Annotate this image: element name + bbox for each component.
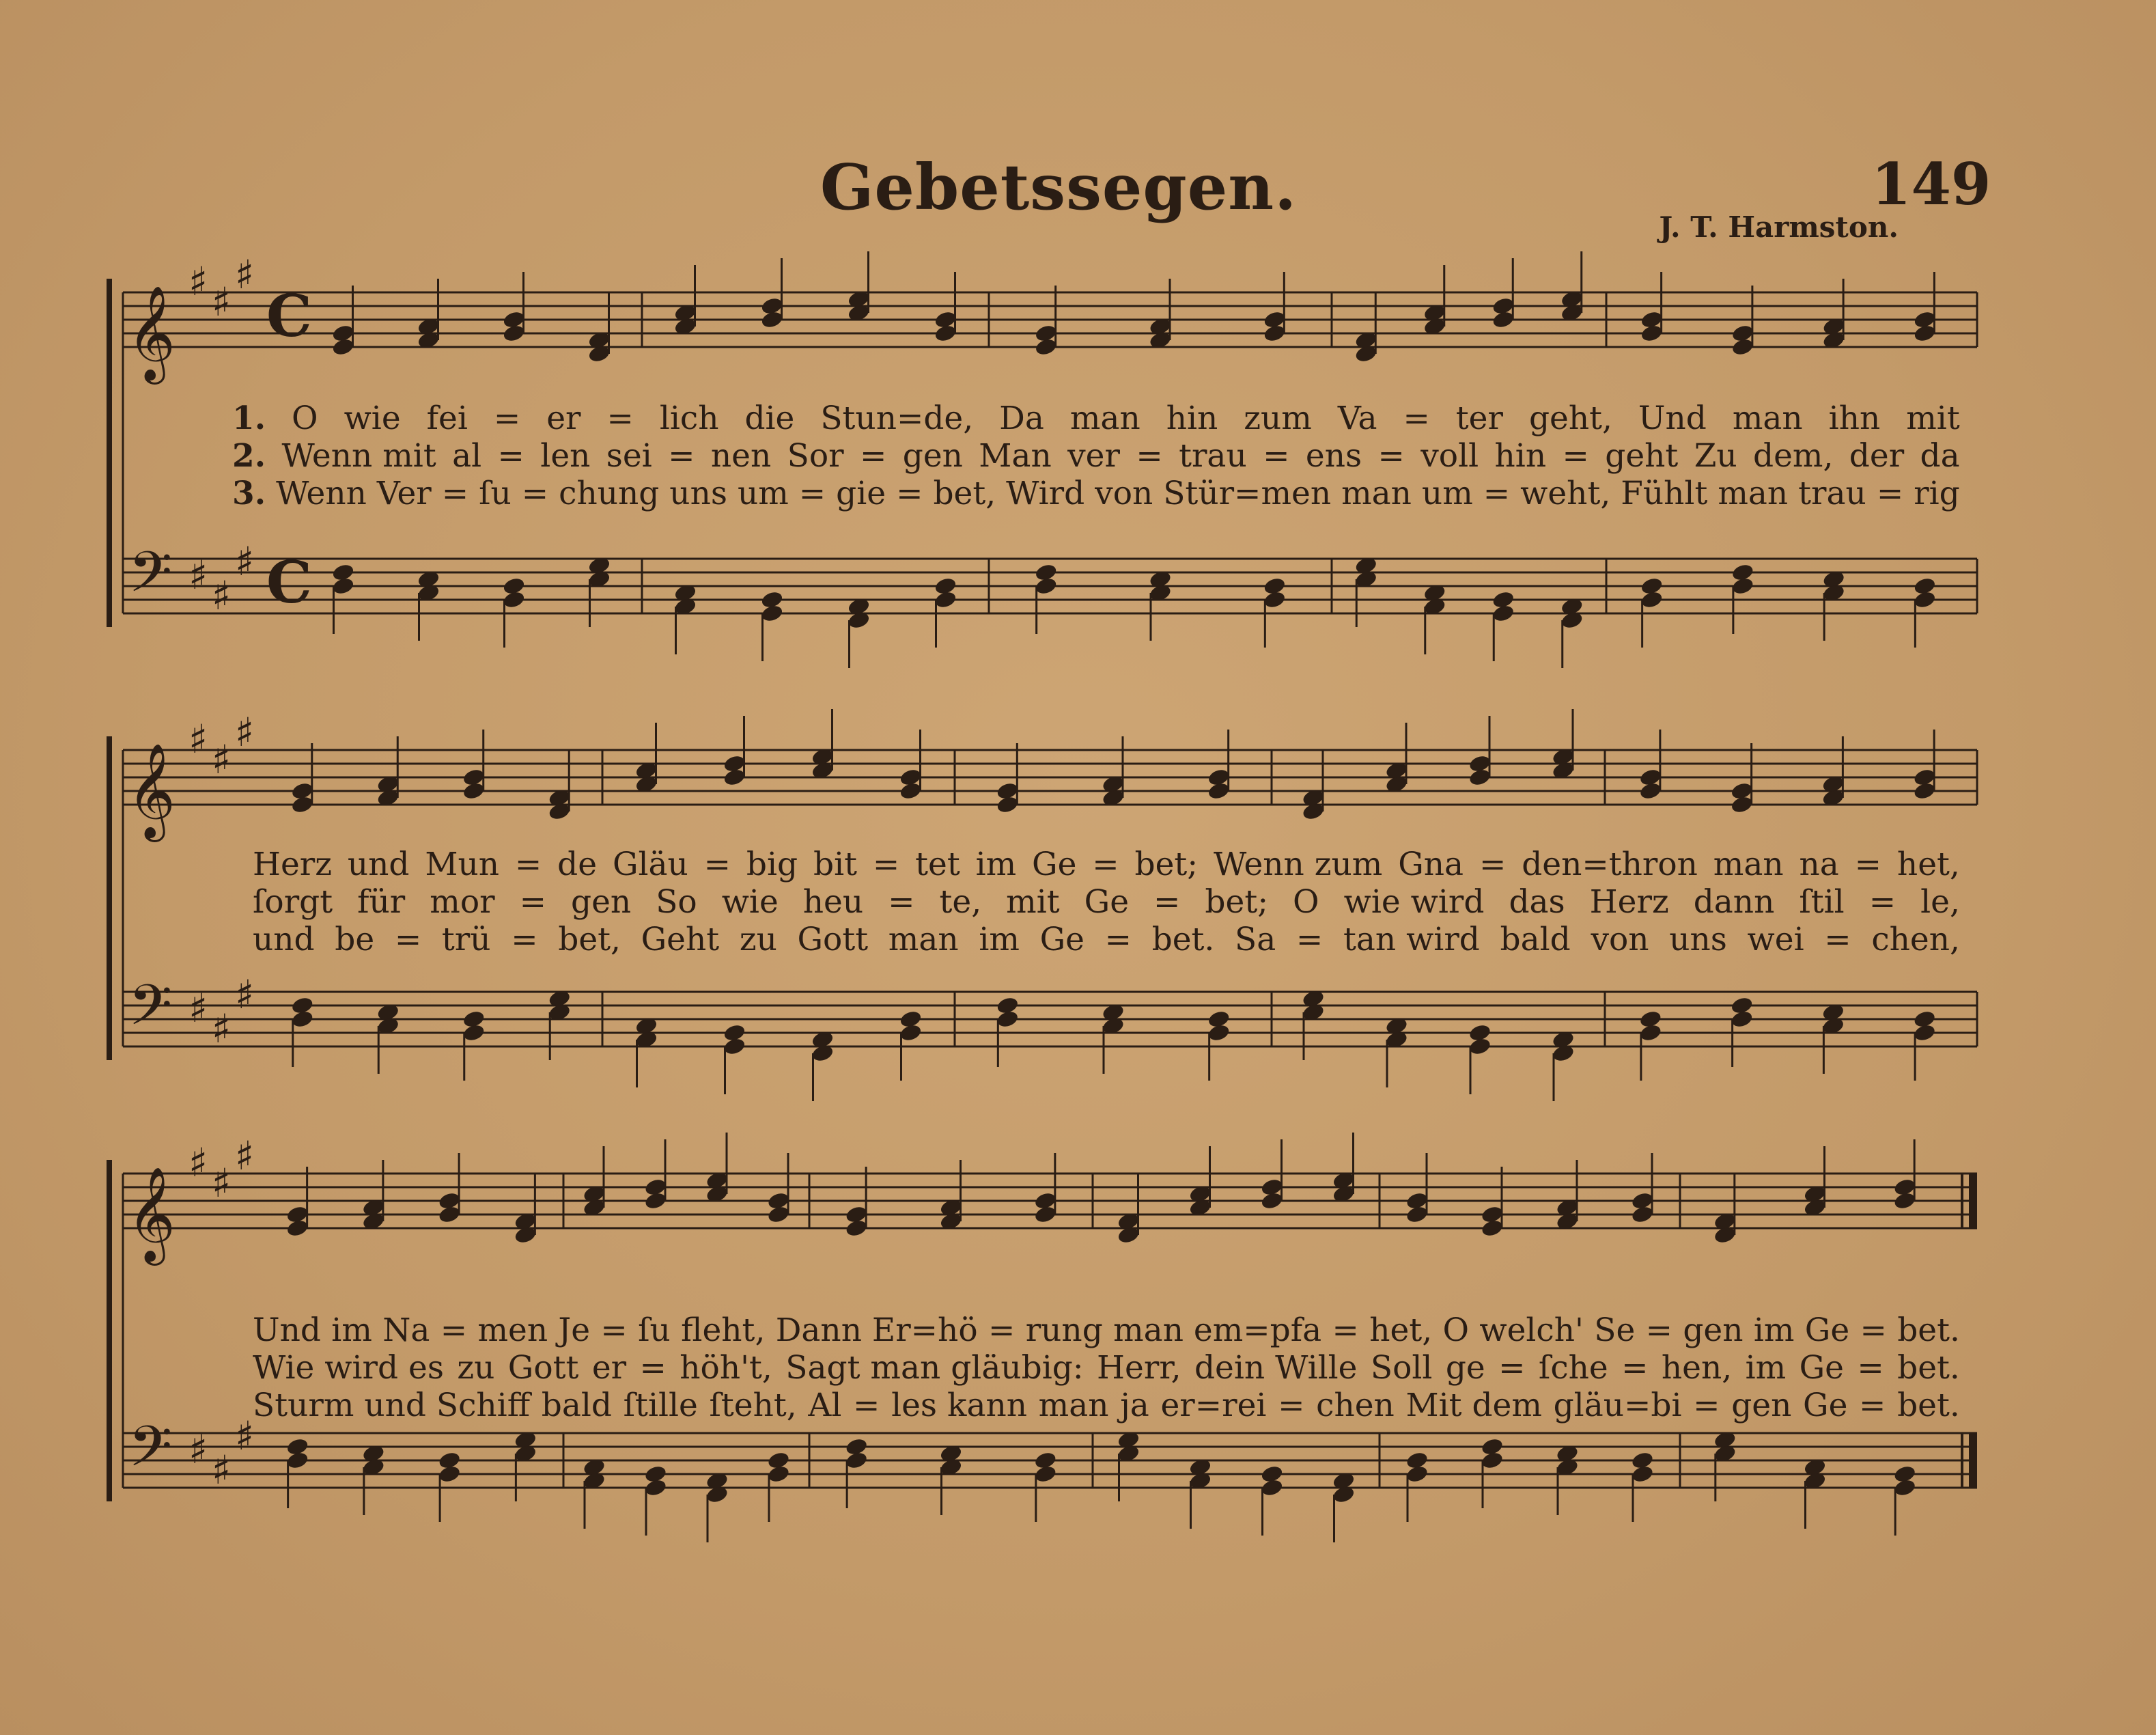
- lyric-syllable: Gott: [797, 921, 869, 958]
- note-head: [1033, 1191, 1057, 1210]
- lyric-syllable: fleht,: [681, 1311, 766, 1349]
- lyric-syllable: Sor: [787, 437, 844, 475]
- note-head: [643, 1177, 667, 1197]
- lyric-syllable: er: [546, 400, 581, 437]
- lyric-syllable: =: [1824, 921, 1851, 958]
- note-head: [1033, 1464, 1057, 1484]
- lyric-line: [232, 475, 1960, 513]
- lyric-syllable: ſorgt: [253, 883, 333, 921]
- lyric-syllable: =: [1860, 1311, 1887, 1349]
- sharp-icon: ♯: [235, 1413, 255, 1459]
- note-head: [1913, 1023, 1937, 1042]
- lyric-syllable: Ge: [1804, 1311, 1850, 1349]
- lyric-syllable: =: [798, 475, 826, 512]
- lyric-syllable: =: [859, 437, 887, 475]
- lyric-syllable: big: [746, 846, 798, 883]
- lyric-syllable: =: [394, 921, 422, 958]
- sharp-icon: ♯: [188, 985, 208, 1031]
- lyric-syllable: Gott: [507, 1349, 579, 1387]
- lyric-syllable: Man: [979, 437, 1052, 475]
- lyric-syllable: gen: [1731, 1387, 1792, 1424]
- lyric-syllable: =: [1621, 1349, 1649, 1387]
- note-head: [845, 1204, 869, 1224]
- lyric-syllable: der: [1849, 437, 1905, 475]
- lyric-syllable: Dann Er=hö: [775, 1311, 978, 1349]
- lyric-syllable: =: [1092, 846, 1119, 883]
- note-head: [1893, 1477, 1917, 1497]
- lyric-syllable: Al: [808, 1387, 842, 1424]
- composer-credit: J. T. Harmston.: [1659, 210, 1899, 244]
- lyric-syllable: =: [1483, 475, 1511, 512]
- lyric-syllable: =: [493, 400, 521, 437]
- lyric-syllable: Wenn Ver: [276, 475, 432, 512]
- lyric-syllable: Ge: [1803, 1387, 1848, 1424]
- lyric-syllable: man: [1718, 475, 1789, 512]
- lyric-syllable: =: [1498, 1349, 1526, 1387]
- lyric-syllable: Sagt man gläubig:: [785, 1349, 1084, 1387]
- lyric-syllable: chen,: [1871, 921, 1960, 958]
- lyric-syllable: =: [600, 1311, 628, 1349]
- lyric-syllable: ſtille: [623, 1387, 698, 1424]
- note-head: [438, 1191, 462, 1210]
- note-head: [1638, 767, 1662, 787]
- lyric-syllable: ſche: [1538, 1349, 1608, 1387]
- note-head: [1034, 576, 1058, 596]
- lyric-syllable: die: [744, 400, 795, 437]
- lyric-syllable: na: [1799, 846, 1839, 883]
- lyric-line: [232, 400, 1960, 438]
- lyric-syllable: =: [853, 1387, 880, 1424]
- lyric-syllable: Stun=de,: [820, 400, 974, 437]
- note-head: [1893, 1177, 1917, 1197]
- lyric-syllable: im: [975, 846, 1017, 883]
- lyric-syllable: nen: [710, 437, 772, 475]
- lyric-syllable: dein Wille: [1194, 1349, 1358, 1387]
- lyric-syllable: hen,: [1661, 1349, 1733, 1387]
- lyric-syllable: geht,: [1528, 400, 1612, 437]
- lyric-syllable: =: [1876, 475, 1904, 512]
- lyric-syllable: =: [519, 883, 547, 921]
- lyric-syllable: Je: [558, 1311, 591, 1349]
- lyric-syllable: chen: [1316, 1387, 1395, 1424]
- lyric-syllable: =: [1693, 1387, 1720, 1424]
- page-number: 149: [1871, 150, 1991, 218]
- lyric-syllable: Wenn mit: [281, 437, 436, 475]
- lyric-syllable: men: [477, 1311, 548, 1349]
- lyric-syllable: len: [540, 437, 591, 475]
- lyric-syllable: Da: [999, 400, 1044, 437]
- lyric-syllable: =: [872, 846, 900, 883]
- sharp-icon: ♯: [235, 1133, 255, 1179]
- sharp-icon: ♯: [235, 709, 255, 755]
- lyric-syllable: man: [1341, 475, 1412, 512]
- lyric-syllable: ihn: [1828, 400, 1881, 437]
- lyric-syllable: So: [656, 883, 697, 921]
- lyric-syllable: trau: [1798, 475, 1866, 512]
- sharp-icon: ♯: [188, 716, 208, 762]
- note-head: [1034, 323, 1058, 343]
- lyric-syllable: wie: [344, 400, 401, 437]
- lyric-syllable: ter: [1455, 400, 1503, 437]
- lyric-syllable: Und: [1638, 400, 1707, 437]
- lyric-line: [253, 921, 1960, 959]
- lyric-syllable: chung uns: [559, 475, 727, 512]
- lyric-syllable: de: [557, 846, 598, 883]
- lyric-syllable: =: [440, 1311, 468, 1349]
- lyric-syllable: mit: [1006, 883, 1060, 921]
- note-head: [996, 1009, 1020, 1029]
- bass-clef-icon: 𝄢: [128, 972, 173, 1052]
- lyric-line: [253, 1311, 1960, 1350]
- lyric-syllable: das: [1509, 883, 1565, 921]
- lyric-syllable: tan wird: [1343, 921, 1480, 958]
- lyric-syllable: bit: [813, 846, 858, 883]
- lyric-line: [253, 846, 1960, 884]
- lyric-syllable: ge: [1445, 1349, 1485, 1387]
- common-time-icon: C: [266, 282, 312, 350]
- lyric-syllable: =: [511, 921, 538, 958]
- lyric-syllable: mor: [430, 883, 495, 921]
- note-head: [1731, 576, 1754, 596]
- lyric-syllable: zu: [739, 921, 777, 958]
- lyric-syllable: Herz: [1589, 883, 1669, 921]
- note-head: [331, 576, 355, 596]
- lyric-syllable: O: [292, 400, 318, 437]
- lyric-syllable: ja: [1120, 1387, 1149, 1424]
- lyric-syllable: Wie wird es: [253, 1349, 444, 1387]
- note-head: [760, 296, 784, 316]
- lyric-syllable: man: [888, 921, 959, 958]
- lyric-syllable: man em=pfa: [1113, 1311, 1322, 1349]
- lyric-syllable: hin: [1494, 437, 1547, 475]
- note-head: [290, 781, 314, 801]
- lyric-syllable: ens: [1305, 437, 1362, 475]
- lyric-syllable: =: [1859, 1387, 1886, 1424]
- note-head: [438, 1464, 462, 1484]
- sharp-icon: ♯: [188, 552, 208, 598]
- lyric-syllable: im: [979, 921, 1020, 958]
- lyric-syllable: het,: [1369, 1311, 1433, 1349]
- lyric-syllable: gen: [902, 437, 963, 475]
- lyric-line: [253, 1387, 1960, 1425]
- lyric-syllable: bet;: [1205, 883, 1269, 921]
- bass-clef-icon: 𝄢: [128, 539, 173, 619]
- lyric-syllable: den=thron: [1522, 846, 1698, 883]
- lyric-syllable: Mun: [425, 846, 500, 883]
- lyric-syllable: =: [1479, 846, 1507, 883]
- verse-number: 2.: [232, 437, 266, 475]
- lyric-syllable: hin: [1166, 400, 1218, 437]
- lyric-syllable: ſteht,: [709, 1387, 797, 1424]
- lyric-syllable: =: [1263, 437, 1290, 475]
- note-head: [1260, 1477, 1284, 1497]
- bass-clef-icon: 𝄢: [128, 1413, 173, 1493]
- note-head: [1913, 589, 1937, 609]
- note-head: [502, 589, 526, 609]
- lyric-syllable: bet;: [1134, 846, 1199, 883]
- lyric-syllable: be: [335, 921, 375, 958]
- lyric-syllable: Herz: [253, 846, 333, 883]
- lyric-syllable: Sa: [1235, 921, 1276, 958]
- lyric-syllable: man: [1713, 846, 1784, 883]
- lyric-syllable: trü: [441, 921, 491, 958]
- lyric-syllable: geht: [1605, 437, 1679, 475]
- note-head: [1405, 1191, 1429, 1210]
- note-head: [1638, 1023, 1662, 1042]
- note-head: [285, 1450, 309, 1470]
- lyric-line: [253, 883, 1960, 921]
- note-head: [845, 1450, 869, 1470]
- lyric-syllable: wie wird: [1343, 883, 1485, 921]
- lyric-syllable: Ge: [1084, 883, 1130, 921]
- lyric-syllable: Va: [1337, 400, 1377, 437]
- lyric-line: [232, 437, 1960, 475]
- lyric-syllable: O: [1293, 883, 1319, 921]
- lyric-syllable: Se: [1594, 1311, 1636, 1349]
- note-head: [1630, 1191, 1654, 1210]
- note-head: [1731, 323, 1754, 343]
- lyric-syllable: =: [1377, 437, 1405, 475]
- note-head: [285, 1204, 309, 1224]
- lyric-syllable: dem,: [1753, 437, 1834, 475]
- lyric-syllable: tet: [915, 846, 960, 883]
- note-head: [1207, 1023, 1231, 1042]
- treble-clef-icon: 𝄞: [127, 1167, 176, 1262]
- lyric-syllable: =: [1136, 437, 1163, 475]
- lyric-syllable: =: [441, 475, 469, 512]
- note-head: [899, 767, 923, 787]
- sharp-icon: ♯: [235, 251, 255, 298]
- common-time-icon: C: [266, 549, 312, 616]
- lyric-syllable: Ge: [1039, 921, 1084, 958]
- lyric-syllable: für: [357, 883, 406, 921]
- note-head: [502, 309, 526, 329]
- lyric-syllable: =: [497, 437, 524, 475]
- lyric-syllable: und: [253, 921, 315, 958]
- lyric-syllable: te,: [939, 883, 982, 921]
- note-head: [934, 589, 957, 609]
- note-head: [766, 1191, 790, 1210]
- lyric-syllable: sei: [606, 437, 652, 475]
- lyric-syllable: uns: [1669, 921, 1727, 958]
- note-head: [462, 767, 486, 787]
- lyric-syllable: O: [1442, 1311, 1470, 1349]
- note-head: [996, 781, 1020, 801]
- lyric-syllable: =: [1153, 883, 1181, 921]
- lyric-syllable: wei: [1747, 921, 1804, 958]
- lyric-syllable: Ge: [1799, 1349, 1844, 1387]
- lyric-syllable: voll: [1420, 437, 1479, 475]
- sharp-icon: ♯: [212, 1005, 232, 1052]
- lyric-syllable: bet,: [558, 921, 621, 958]
- lyric-syllable: ſu: [479, 475, 512, 512]
- lyric-syllable: =: [1104, 921, 1132, 958]
- lyric-syllable: lich: [659, 400, 719, 437]
- lyric-syllable: het,: [1896, 846, 1960, 883]
- note-head: [1468, 753, 1492, 773]
- lyric-syllable: Ge: [1032, 846, 1077, 883]
- lyric-syllable: Geht: [641, 921, 720, 958]
- lyric-syllable: zum: [1244, 400, 1312, 437]
- hymn-title: Gebetssegen.: [820, 150, 1298, 224]
- note-head: [1263, 589, 1287, 609]
- lyric-syllable: gen: [571, 883, 632, 921]
- lyric-syllable: im: [1753, 1311, 1795, 1349]
- lyric-syllable: =: [1562, 437, 1589, 475]
- verse-number: 3.: [232, 475, 266, 512]
- note-head: [1492, 296, 1515, 316]
- lyric-syllable: bet.: [1897, 1349, 1960, 1387]
- lyric-syllable: al: [452, 437, 482, 475]
- note-head: [1913, 309, 1937, 329]
- lyric-syllable: =: [606, 400, 634, 437]
- lyric-syllable: man: [1069, 400, 1140, 437]
- note-head: [1468, 1036, 1492, 1056]
- sharp-icon: ♯: [188, 1139, 208, 1186]
- note-head: [1730, 1009, 1754, 1029]
- lyric-syllable: im: [331, 1311, 372, 1349]
- note-head: [1492, 603, 1515, 623]
- lyric-syllable: wie: [721, 883, 779, 921]
- lyric-syllable: Mit dem: [1405, 1387, 1542, 1424]
- lyric-syllable: =: [1296, 921, 1324, 958]
- note-head: [1730, 781, 1754, 801]
- lyric-syllable: dann: [1693, 883, 1775, 921]
- lyric-syllable: um: [1421, 475, 1473, 512]
- lyric-syllable: bald: [1500, 921, 1571, 958]
- note-head: [1480, 1450, 1504, 1470]
- lyric-syllable: =: [888, 883, 915, 921]
- sharp-icon: ♯: [188, 1426, 208, 1473]
- note-head: [1640, 589, 1664, 609]
- note-head: [290, 1009, 314, 1029]
- lyric-syllable: =: [988, 1311, 1016, 1349]
- lyric-syllable: ſu: [638, 1311, 671, 1349]
- lyric-syllable: bet.: [1897, 1387, 1960, 1424]
- sharp-icon: ♯: [212, 736, 232, 783]
- lyric-syllable: welch': [1479, 1311, 1584, 1349]
- lyric-syllable: mit: [1906, 400, 1960, 437]
- sharp-icon: ♯: [212, 1160, 232, 1206]
- lyric-syllable: er: [591, 1349, 627, 1387]
- treble-clef-icon: 𝄞: [127, 743, 176, 838]
- note-head: [899, 1023, 923, 1042]
- lyric-syllable: Wird von Stür=men: [1006, 475, 1332, 512]
- lyric-syllable: Zu: [1694, 437, 1737, 475]
- lyric-syllable: bald: [541, 1387, 612, 1424]
- note-head: [1405, 1464, 1429, 1484]
- lyric-syllable: gie: [836, 475, 886, 512]
- note-head: [934, 309, 957, 329]
- lyric-syllable: =: [1868, 883, 1896, 921]
- sharp-icon: ♯: [212, 1447, 232, 1493]
- lyric-syllable: und: [347, 846, 410, 883]
- lyric-syllable: bet,: [933, 475, 996, 512]
- lyric-syllable: um: [737, 475, 789, 512]
- verse-number: 1.: [232, 400, 266, 437]
- lyric-syllable: zu: [457, 1349, 495, 1387]
- lyric-syllable: fei: [426, 400, 468, 437]
- lyric-syllable: =: [703, 846, 731, 883]
- lyric-line: [253, 1349, 1960, 1387]
- sharp-icon: ♯: [235, 971, 255, 1018]
- note-head: [723, 753, 746, 773]
- note-head: [1480, 1204, 1504, 1224]
- lyric-syllable: =: [896, 475, 923, 512]
- lyric-syllable: =: [1854, 846, 1882, 883]
- lyric-syllable: Gläu: [612, 846, 688, 883]
- lyric-syllable: les kann: [891, 1387, 1028, 1424]
- sharp-icon: ♯: [188, 258, 208, 305]
- note-head: [1913, 767, 1937, 787]
- lyric-syllable: bet.: [1151, 921, 1215, 958]
- lyric-syllable: le,: [1920, 883, 1960, 921]
- lyric-syllable: Soll: [1370, 1349, 1433, 1387]
- sharp-icon: ♯: [212, 572, 232, 619]
- lyric-syllable: höh't,: [680, 1349, 772, 1387]
- sharp-icon: ♯: [235, 538, 255, 585]
- lyric-syllable: Herr,: [1097, 1349, 1181, 1387]
- lyric-syllable: =: [1403, 400, 1430, 437]
- lyric-syllable: Und: [253, 1311, 321, 1349]
- lyric-syllable: Fühlt: [1621, 475, 1708, 512]
- lyric-syllable: =: [1857, 1349, 1884, 1387]
- lyric-syllable: =: [668, 437, 695, 475]
- lyric-syllable: rig: [1914, 475, 1960, 512]
- lyric-syllable: im: [1745, 1349, 1787, 1387]
- lyric-syllable: rung: [1025, 1311, 1103, 1349]
- lyric-syllable: ver: [1067, 437, 1120, 475]
- note-head: [760, 603, 784, 623]
- note-head: [1640, 309, 1664, 329]
- note-head: [1630, 1464, 1654, 1484]
- lyric-syllable: man: [1732, 400, 1803, 437]
- lyric-syllable: gen: [1683, 1311, 1744, 1349]
- lyric-syllable: =: [639, 1349, 667, 1387]
- lyric-syllable: trau: [1179, 437, 1247, 475]
- lyric-syllable: heu: [802, 883, 864, 921]
- lyric-syllable: da: [1920, 437, 1960, 475]
- note-head: [462, 1023, 486, 1042]
- lyric-syllable: Gna: [1398, 846, 1464, 883]
- note-head: [1263, 309, 1287, 329]
- lyric-syllable: weht,: [1520, 475, 1611, 512]
- note-head: [1207, 767, 1231, 787]
- lyric-syllable: bet.: [1897, 1311, 1960, 1349]
- lyric-syllable: =: [1645, 1311, 1673, 1349]
- note-head: [643, 1477, 667, 1497]
- treble-clef-icon: 𝄞: [127, 286, 176, 380]
- lyric-syllable: =: [1278, 1387, 1305, 1424]
- lyric-syllable: Sturm und Schiff: [253, 1387, 531, 1424]
- lyric-syllable: gläu=bi: [1553, 1387, 1682, 1424]
- lyric-syllable: Na: [382, 1311, 430, 1349]
- note-head: [766, 1464, 790, 1484]
- lyric-syllable: =: [521, 475, 549, 512]
- note-head: [1260, 1177, 1284, 1197]
- sharp-icon: ♯: [212, 279, 232, 325]
- lyric-syllable: =: [514, 846, 542, 883]
- lyric-syllable: ſtil: [1799, 883, 1845, 921]
- lyric-syllable: von: [1591, 921, 1649, 958]
- lyric-syllable: Wenn zum: [1214, 846, 1383, 883]
- lyric-syllable: =: [1332, 1311, 1359, 1349]
- note-head: [723, 1036, 746, 1056]
- lyric-syllable: er=rei: [1160, 1387, 1267, 1424]
- lyric-syllable: man: [1038, 1387, 1109, 1424]
- note-head: [331, 323, 355, 343]
